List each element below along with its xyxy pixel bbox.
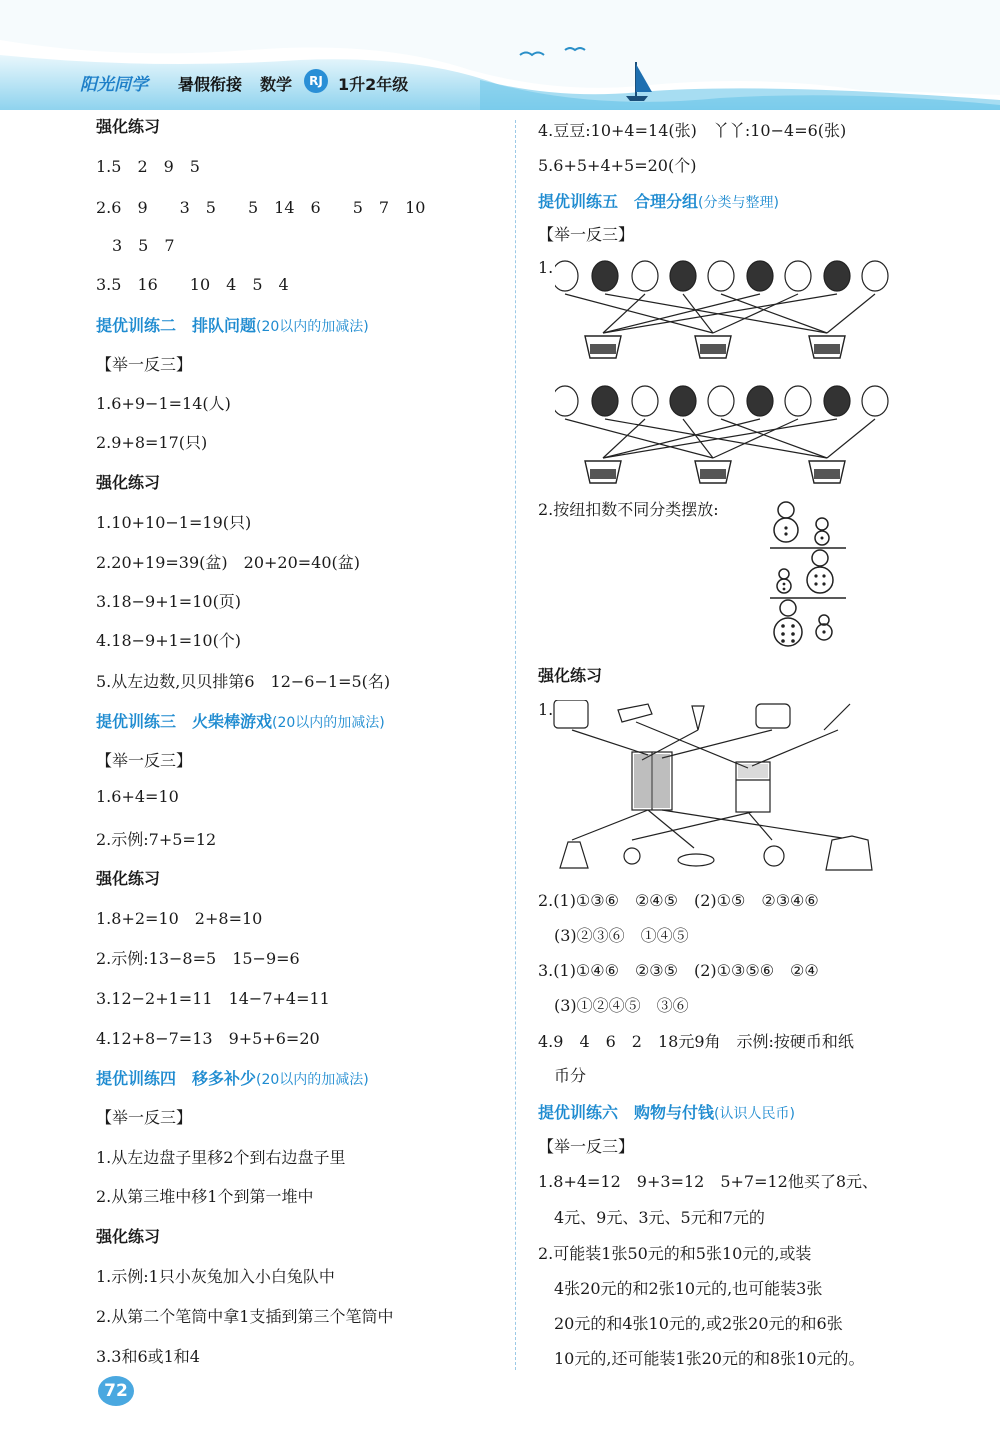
- topic-note: (认识人民币): [714, 1106, 795, 1122]
- line-text: 【举一反三】: [538, 225, 635, 244]
- line-text: 4元、9元、3元、5元和7元的: [538, 1208, 765, 1227]
- line-text: 1.5 2 9 5: [96, 157, 200, 176]
- line-text: 提优训练六 购物与付钱: [538, 1103, 715, 1122]
- answer-line: [538, 958, 819, 981]
- answer-line: [96, 272, 289, 295]
- book-title: 暑假衔接: [178, 75, 243, 94]
- line-text: 2.20+19=39(盆) 20+20=40(盆): [96, 553, 361, 572]
- line-text: 1.示例:1只小灰兔加入小白兔队中: [96, 1267, 335, 1286]
- line-text: 4张20元的和2张10元的,也可能装3张: [538, 1279, 823, 1298]
- line-text: 2.示例:13−8=5 15−9=6: [96, 949, 300, 968]
- header-banner: [0, 0, 1000, 110]
- answer-line: [96, 748, 192, 771]
- line-text: 强化练习: [538, 666, 603, 685]
- answer-line: [96, 352, 192, 375]
- answer-line: [538, 1029, 854, 1052]
- line-text: 2.6 9 3 5 5 14 6 5 7 10: [96, 198, 426, 217]
- leaf-icon: [632, 261, 658, 291]
- line-text: 1.10+10−1=19(只): [96, 513, 252, 532]
- answer-line: [96, 550, 360, 573]
- line-text: 2.示例:7+5=12: [96, 830, 217, 849]
- section-heading: [538, 663, 602, 686]
- leaf-icon: [555, 386, 578, 416]
- page-number-badge: 72: [98, 1376, 134, 1406]
- answer-line: [96, 1304, 393, 1327]
- answer-line: [96, 1026, 320, 1049]
- line-text: 强化练习: [96, 1227, 161, 1246]
- answer-line: [96, 391, 231, 414]
- line-text: 3.12−2+1=11 14−7+4=11: [96, 989, 330, 1008]
- answer-line: [538, 1276, 822, 1299]
- answer-line: [96, 1105, 192, 1128]
- leaf-icon: [670, 386, 696, 416]
- line-text: 2.9+8=17(只): [96, 433, 208, 452]
- answer-line: [538, 1169, 878, 1192]
- line-text: 3.5 16 10 4 5 4: [96, 275, 289, 294]
- answer-line: [538, 258, 553, 277]
- topic-note: (20以内的加减法): [272, 715, 385, 731]
- answer-line: [96, 233, 175, 256]
- leaf-icon: [747, 386, 773, 416]
- answer-line: [96, 1184, 313, 1207]
- leaf-sorting-figure: [555, 258, 900, 488]
- topic-heading: [96, 1066, 369, 1089]
- answer-line: [96, 510, 251, 533]
- line-text: 币分: [538, 1066, 587, 1085]
- section-heading: [96, 114, 160, 137]
- line-text: 1.从左边盘子里移2个到右边盘子里: [96, 1148, 346, 1167]
- line-text: 提优训练二 排队问题: [96, 316, 257, 335]
- line-text: 5.从左边数,贝贝排第6 12−6−1=5(名): [96, 672, 391, 691]
- answer-line: [96, 154, 200, 177]
- leaf-icon: [785, 261, 811, 291]
- line-text: 1.6+9−1=14(人): [96, 394, 231, 413]
- topic-heading: [96, 313, 369, 336]
- line-text: 【举一反三】: [96, 751, 193, 770]
- answer-line: [96, 827, 216, 850]
- line-text: 1.6+4=10: [96, 787, 179, 806]
- line-text: 2.按纽扣数不同分类摆放:: [538, 500, 719, 519]
- topic-heading: [538, 189, 779, 212]
- line-text: (3)①②④⑤ ③⑥: [538, 996, 689, 1015]
- answer-line: [538, 153, 696, 176]
- answer-line: [96, 1264, 335, 1287]
- edition-badge: RJ: [304, 69, 328, 93]
- leaf-icon: [555, 261, 578, 291]
- leaf-icon: [708, 261, 734, 291]
- answer-line: [538, 1205, 765, 1228]
- answer-line: [538, 1241, 811, 1264]
- line-text: 【举一反三】: [538, 1137, 635, 1156]
- answer-line: [538, 1063, 586, 1086]
- leaf-icon: [824, 386, 850, 416]
- answer-line: [538, 497, 719, 520]
- leaf-icon: [632, 386, 658, 416]
- answer-line: [96, 1344, 200, 1367]
- topic-note: (20以内的加减法): [256, 1072, 369, 1088]
- answer-line: [538, 1346, 865, 1369]
- line-text: 【举一反三】: [96, 355, 193, 374]
- leaf-icon: [592, 386, 618, 416]
- leaf-icon: [708, 386, 734, 416]
- line-text: 提优训练四 移多补少: [96, 1069, 257, 1088]
- answer-line: [538, 1134, 634, 1157]
- leaf-icon: [862, 261, 888, 291]
- line-text: 1.: [538, 700, 554, 719]
- line-text: 5.6+5+4+5=20(个): [538, 156, 697, 175]
- topic-note: (20以内的加减法): [256, 319, 369, 335]
- section-heading: [96, 1224, 160, 1247]
- answer-line: [538, 888, 819, 911]
- line-text: 4.9 4 6 2 18元9角 示例:按硬币和纸: [538, 1032, 854, 1051]
- leaf-icon: [824, 261, 850, 291]
- line-text: 3 5 7: [96, 236, 175, 255]
- brand-logo: 阳光同学: [80, 75, 148, 95]
- line-text: 2.可能装1张50元的和5张10元的,或装: [538, 1244, 812, 1263]
- line-text: 20元的和4张10元的,或2张20元的和6张: [538, 1314, 843, 1333]
- line-text: (3)②③⑥ ①④⑤: [538, 926, 689, 945]
- line-text: 1.: [538, 258, 554, 277]
- line-text: 4.12+8−7=13 9+5+6=20: [96, 1029, 320, 1048]
- answer-line: [96, 906, 262, 929]
- answer-line: [538, 923, 689, 946]
- answer-line: [96, 628, 241, 651]
- line-text: 3.18−9+1=10(页): [96, 592, 242, 611]
- page-header: [0, 0, 1000, 110]
- answer-line: [96, 589, 241, 612]
- subject-label: 数学: [260, 75, 293, 94]
- section-heading: [96, 866, 160, 889]
- leaf-icon: [785, 386, 811, 416]
- grade-label: 1升2年级: [338, 75, 409, 94]
- topic-note: (分类与整理): [698, 195, 779, 211]
- answer-line: [96, 669, 390, 692]
- line-text: 强化练习: [96, 869, 161, 888]
- line-text: 2.从第二个笔筒中拿1支插到第三个笔筒中: [96, 1307, 394, 1326]
- item-matching-figure: [552, 700, 877, 880]
- leaf-icon: [862, 386, 888, 416]
- answer-line: [538, 222, 634, 245]
- section-heading: [96, 470, 160, 493]
- answer-line: [538, 1311, 843, 1334]
- leaf-icon: [592, 261, 618, 291]
- answer-line: [96, 946, 300, 969]
- answer-line: [96, 430, 207, 453]
- line-text: 提优训练三 火柴棒游戏: [96, 712, 273, 731]
- answer-line: [96, 787, 179, 806]
- line-text: 1.8+2=10 2+8=10: [96, 909, 263, 928]
- line-text: 3.(1)①④⑥ ②③⑤ (2)①③⑤⑥ ②④: [538, 961, 819, 980]
- line-text: 提优训练五 合理分组: [538, 192, 699, 211]
- button-count-figure: [768, 498, 848, 650]
- line-text: 强化练习: [96, 473, 161, 492]
- line-text: 【举一反三】: [96, 1108, 193, 1127]
- line-text: 强化练习: [96, 117, 161, 136]
- column-divider: [515, 120, 516, 1370]
- answer-line: [96, 1145, 345, 1168]
- answer-line: [538, 700, 553, 719]
- leaf-icon: [747, 261, 773, 291]
- answer-line: [96, 195, 425, 218]
- topic-heading: [96, 709, 385, 732]
- line-text: 2.从第三堆中移1个到第一堆中: [96, 1187, 314, 1206]
- line-text: 4.豆豆:10+4=14(张) 丫丫:10−4=6(张): [538, 121, 847, 140]
- line-text: 1.8+4=12 9+3=12 5+7=12他买了8元、: [538, 1172, 879, 1191]
- line-text: 2.(1)①③⑥ ②④⑤ (2)①⑤ ②③④⑥: [538, 891, 819, 910]
- answer-line: [538, 118, 846, 141]
- answer-line: [96, 986, 330, 1009]
- line-text: 10元的,还可能装1张20元的和8张10元的。: [538, 1349, 865, 1368]
- line-text: 3.3和6或1和4: [96, 1347, 200, 1366]
- line-text: 4.18−9+1=10(个): [96, 631, 242, 650]
- leaf-icon: [670, 261, 696, 291]
- answer-line: [538, 993, 689, 1016]
- topic-heading: [538, 1100, 795, 1123]
